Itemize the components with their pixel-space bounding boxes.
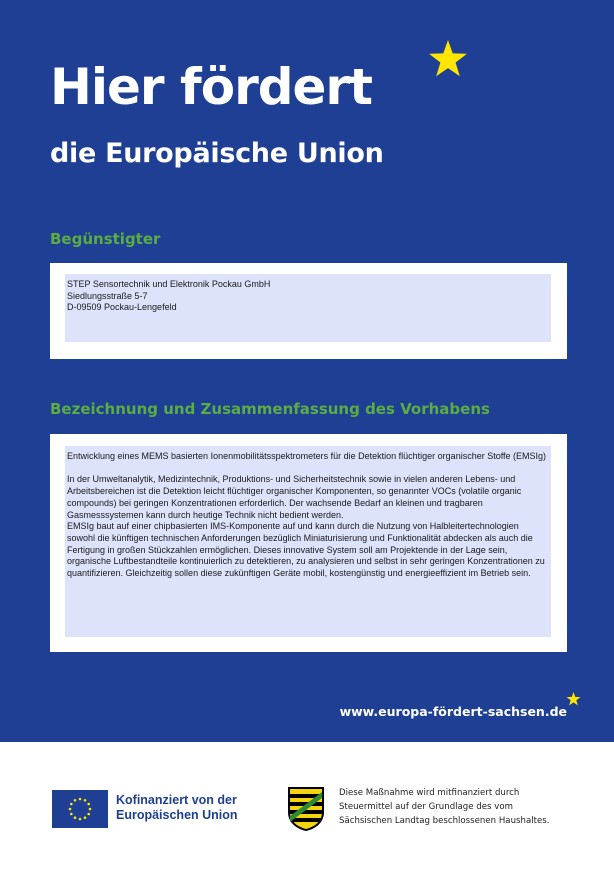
page-subtitle: die Europäische Union: [50, 138, 384, 169]
star-icon: [428, 40, 468, 78]
saxony-note-line: Sächsischen Landtag beschlossenen Haushaltes.: [339, 816, 550, 826]
saxony-note-line: Diese Maßnahme wird mitfinanziert durch: [339, 788, 520, 798]
beneficiary-heading: Begünstigter: [50, 230, 161, 248]
eu-cofunded-label: [116, 793, 238, 823]
beneficiary-field: [65, 274, 551, 342]
star-icon: [566, 692, 581, 706]
saxony-funding-note: [339, 786, 549, 828]
eu-flag-icon: [52, 790, 108, 828]
eu-label-line: Kofinanziert von der: [116, 793, 237, 807]
beneficiary-box: [50, 263, 567, 359]
project-box: [50, 434, 567, 652]
website-link[interactable]: www.europa-fördert-sachsen.de: [339, 704, 567, 719]
project-field: [65, 446, 551, 637]
saxony-note-line: Steuermittel auf der Grundlage des vom: [339, 802, 513, 812]
eu-label-line: Europäischen Union: [116, 808, 238, 822]
beneficiary-text: STEP Sensortechnik und Elektronik Pockau GmbH Siedlungsstraße 5-7 D-09509 Pockau-Lengefeld: [67, 279, 271, 313]
saxony-crest-icon: [287, 786, 325, 832]
project-title-text: Entwicklung eines MEMS basierten Ionenmobilitätsspektrometers für die Detektion flüchtiger organischer Stoffe (EMSIg): [67, 451, 547, 461]
project-heading: Bezeichnung und Zusammenfassung des Vorhabens: [50, 400, 490, 418]
project-summary-text: In der Umweltanalytik, Medizintechnik, Produktions- und Sicherheitstechnik sowie in vielen anderen Lebens- und Arbeitsbereichen ist die Detektion leicht flüchtiger organischer Komponenten, so genannter VOCs (volatile organic compounds) bei geringen Konzentrationen erforderlich. Der wachsende Bedarf an kleinen und tragbaren Gasmesssystemen kann durch heutige Technik nicht bedient werden. EMSIg baut auf einer chipbasierten IMS-Komponente auf und kann durch die Nutzung von Halbleitertechnologien sowohl die künftigen technischen Anforderungen bezüglich Miniaturisierung und Funktionalität abdecken als auch die Fertigung in großen Stückzahlen ermöglichen. Dieses innovative System soll am Projektende in der Lage sein, organische Luftbestandteile kontinuierlich zu detektieren, zu analysieren und selbst in sehr geringen Konzentrationen zu quantifizieren. Gleichzeitig sollen diese zukünftigen Geräte mobil, kostengünstig und energieeffizient im Betrieb sein.: [67, 474, 545, 579]
page-title: Hier fördert: [50, 58, 372, 116]
